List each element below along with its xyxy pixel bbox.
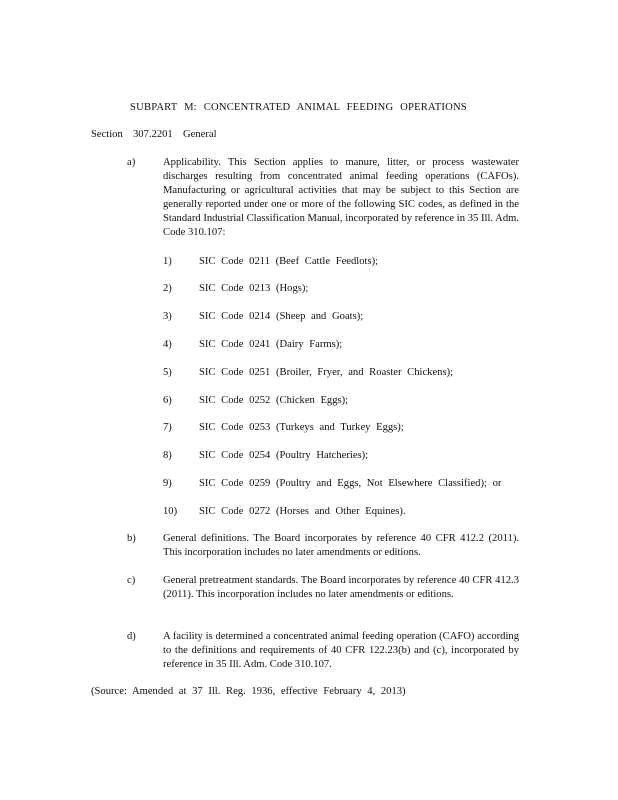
list-item-number: 1) (163, 256, 172, 267)
section-heading (91, 128, 217, 142)
section-title: General (183, 129, 217, 140)
section-label: Section (91, 129, 123, 140)
list-item-text: SIC Code 0254 (Poultry Hatcheries); (199, 450, 369, 461)
paragraph-marker: b) (127, 533, 136, 544)
list-item-number: 8) (163, 450, 172, 461)
list-item-text: SIC Code 0272 (Horses and Other Equines). (199, 506, 406, 517)
paragraph-text: General definitions. The Board incorporates by reference 40 CFR 412.2 (2011). This incorporation includes no later amendments or editions. (163, 533, 519, 558)
list-item-text: SIC Code 0241 (Dairy Farms); (199, 339, 343, 350)
list-item-number: 3) (163, 311, 172, 322)
list-item-text: SIC Code 0253 (Turkeys and Turkey Eggs); (199, 422, 404, 433)
list-item-number: 5) (163, 367, 172, 378)
paragraph-marker: a) (127, 157, 136, 168)
list-item-text: SIC Code 0259 (Poultry and Eggs, Not Elsewhere Classified); or (199, 478, 502, 489)
paragraph-text: General pretreatment standards. The Board incorporates by reference 40 CFR 412.3 (2011). This incorporation includes no later amendments or editions. (163, 575, 519, 600)
paragraph-marker: d) (127, 631, 136, 642)
list-item-text: SIC Code 0251 (Broiler, Fryer, and Roaster Chickens); (199, 367, 454, 378)
paragraph-marker: c) (127, 575, 136, 586)
list-item-number: 6) (163, 395, 172, 406)
list-item-number: 10) (163, 506, 178, 517)
section-number: 307.2201 (133, 129, 173, 140)
paragraph-text: A facility is determined a concentrated animal feeding operation (CAFO) according to the definitions and requirements of 40 CFR 122.23(b) and (c), incorporated by reference in 35 Ill. Adm. Code 310.107. (163, 631, 519, 670)
list-item-number: 7) (163, 422, 172, 433)
list-item-text: SIC Code 0252 (Chicken Eggs); (199, 395, 349, 406)
subpart-title: SUBPART M: CONCENTRATED ANIMAL FEEDING OPERATIONS (130, 102, 467, 113)
list-item-number: 2) (163, 283, 172, 294)
list-item-number: 4) (163, 339, 172, 350)
list-item-text: SIC Code 0213 (Hogs); (199, 283, 309, 294)
source-note: (Source: Amended at 37 Ill. Reg. 1936, effective February 4, 2013) (91, 686, 406, 697)
list-item-number: 9) (163, 478, 172, 489)
paragraph-text: Applicability. This Section applies to manure, litter, or process wastewater discharges resulting from concentrated animal feeding operations (CAFOs). Manufacturing or agricultural activities that may be subject to this Section are generally reported under one or more of the following SIC codes, as defined in the Standard Industrial Classification Manual, incorporated by reference in 35 Ill. Adm. Code 310.107: (163, 157, 519, 238)
list-item-text: SIC Code 0214 (Sheep and Goats); (199, 311, 364, 322)
list-item-text: SIC Code 0211 (Beef Cattle Feedlots); (199, 256, 379, 267)
